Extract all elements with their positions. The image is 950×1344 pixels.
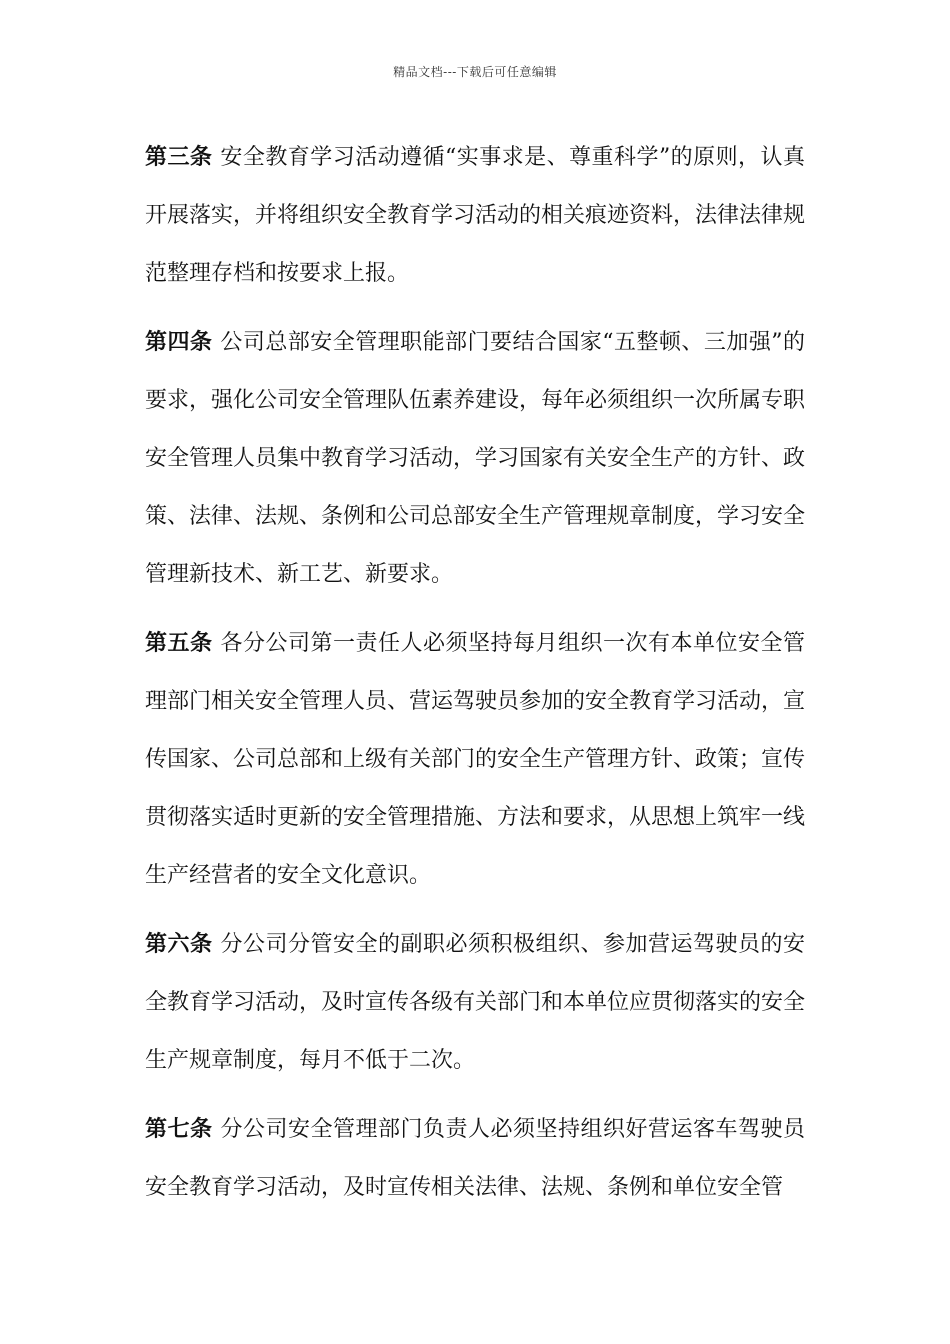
article-label: 第五条 [145, 630, 213, 656]
article-7 [145, 1100, 805, 1217]
article-5 [145, 614, 805, 905]
article-6 [145, 915, 805, 1090]
article-3 [145, 128, 805, 303]
article-text: 安全教育学习活动遵循“实事求是、尊重科学”的原则，认真开展落实，并将组织安全教育学习活动的相关痕迹资料，法律法律规范整理存档和按要求上报。 [145, 145, 806, 286]
article-label: 第三条 [145, 144, 213, 170]
document-body [145, 128, 805, 1227]
article-label: 第六条 [145, 931, 213, 957]
article-4 [145, 313, 805, 604]
article-text: 各分公司第一责任人必须坚持每月组织一次有本单位安全管理部门相关安全管理人员、营运驾驶员参加的安全教育学习活动，宣传国家、公司总部和上级有关部门的安全生产管理方针、政策；宣传贯彻落实适时更新的安全管理措施、方法和要求，从思想上筑牢一线生产经营者的安全文化意识。 [145, 631, 806, 888]
article-label: 第四条 [145, 329, 213, 355]
page-header: 精品文档---下载后可任意编辑 [393, 65, 557, 79]
article-text: 分公司分管安全的副职必须积极组织、参加营运驾驶员的安全教育学习活动，及时宣传各级有关部门和本单位应贯彻落实的安全生产规章制度，每月不低于二次。 [145, 932, 806, 1073]
article-label: 第七条 [145, 1116, 213, 1142]
article-text: 公司总部安全管理职能部门要结合国家“五整顿、三加强”的要求，强化公司安全管理队伍素养建设，每年必须组织一次所属专职安全管理人员集中教育学习活动，学习国家有关安全生产的方针、政策、法律、法规、条例和公司总部安全生产管理规章制度，学习安全管理新技术、新工艺、新要求。 [145, 330, 806, 587]
article-text: 分公司安全管理部门负责人必须坚持组织好营运客车驾驶员安全教育学习活动，及时宣传相关法律、法规、条例和单位安全管 [145, 1117, 805, 1200]
